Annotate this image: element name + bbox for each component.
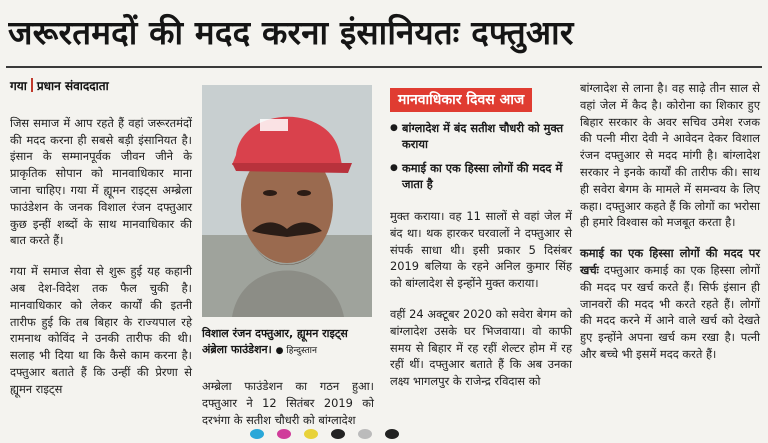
col1-para-1: जिस समाज में आप रहते हैं वहां जरूरतमंदों की मदद करना ही सबसे बड़ी इंसानियत है। इंसान के सम्मानपूर्वक जीवन जीने के प्राकृतिक सोपान को मानवाधिकार माना जाना चाहिए। गया में ह्यूमन राइट्स अम्ब्रेला फाउंडेशन के जनक विशाल रंजन दफ्तुआर कुछ इन्हीं शब्दों के साथ मानवाधिकार की बात करते हैं। [10,115,192,248]
col4-lead: कमाई का एक हिस्सा लोगों की मदद पर खर्चः [580,246,760,277]
side-box-title: मानवाधिकार दिवस आज [390,88,532,112]
side-box [390,88,572,192]
column-3 [390,208,572,404]
grey-dot [358,429,372,439]
print-color-strip [250,424,450,434]
photo-credit: ● हिन्दुस्तान [275,346,318,356]
cyan-dot [250,429,264,439]
col4-para-2 [580,245,760,363]
col1-para-2: गया में समाज सेवा से शुरू हुई यह कहानी अब देश-विदेश तक फैल चुकी है। मानवाधिकार को लेकर कार्यों की इतनी तारीफ हुई कि तब बिहार के राज्यपाल रहे रामनाथ कोविंद ने उनकी तारीफ की थी। सलाह भी दिया था कि कैसे काम करना है। दफ्तुआर बताते हैं कि उन्हीं की प्रेरणा से ह्यूमन राइट्स [10,264,192,396]
headline: जरूरतमदों की मदद करना इंसानियतः दफ्तुआर [8,13,574,52]
byline [10,78,192,95]
side-box-item: ● बांग्लादेश में बंद सतीश चौधरी को मुक्त कराया [390,120,572,152]
portrait-photo [202,85,372,317]
column-2-bottom: अम्ब्रेला फाउंडेशन का गठन हुआ। दफ्तुआर ने 12 सितंबर 2019 को दरभंगा के सतीश चौधरी को बांग्लादेश [202,379,374,427]
yellow-dot [304,429,318,439]
byline-author: प्रधान संवाददाता [36,79,109,93]
portrait-illustration [202,85,372,317]
column-1 [10,78,192,412]
black-dot [331,429,345,439]
column-4 [580,80,760,377]
photo-caption-text: विशाल रंजन दफ्तुआर, ह्यूमन राइट्स अंब्रेला फाउंडेशन। [202,327,348,356]
headline-rule [6,66,762,68]
col3-para-1: मुक्त कराया। वह 11 सालों से वहां जेल में बंद था। थक हारकर घरवालों ने दफ्तुआर से संपर्क साधा थी। इसी प्रकार 5 दिसंबर 2019 बलिया के रहने अनिल कुमार सिंह को बांग्लादेश से इन्होंने मुक्त कराया। [390,209,572,291]
col3-para-2: वहीं 24 अक्टूबर 2020 को सवेरा बेगम को बांग्लादेश उसके घर भिजवाया। वो काफी समय से बिहार में रह रहीं शेल्टर होम में रह रहीं थीं। दफ्तुआर बताते हैं कि अब उनका लक्ष्य भागलपुर के राजेन्द्र रविदास को [390,306,572,389]
photo-caption [202,326,374,359]
col4-para-2-text: दफ्तुआर कमाई का एक हिस्सा लोगों की मदद पर खर्च करते हैं। सिर्फ इंसान ही जानवरों की मदद भी करते रहते हैं। लोगों की मदद करने में आने वाले खर्च को देखते हुए इन्होंने अपना खर्च कम रखा है। पत्नी और बच्चे भी इसमें मदद करते हैं। [580,262,760,361]
byline-separator [31,78,33,92]
col4-para-1: बांग्लादेश से लाना है। वह साढ़े तीन साल से वहां जेल में कैद है। कोरोना का शिकार हुए बिहार सरकार के अवर सचिव उमेश रजक की पत्नी मीरा देवी ने आवेदन देकर विशाल रंजन दफ्तुआर से मदद मांगी है। बांग्लादेश सरकार ने इनके कार्यों की तारीफ की। साथ ही सवेरा बेगम के मामले में समन्वय के लिए कहा। दफ्तुआर कहते हैं कि लोगों का भरोसा ही हमारे विश्वास को मजबूत करता है। [580,81,760,230]
black-dot [385,429,399,439]
side-box-item: ● कमाई का एक हिस्सा लोगों की मदद में जाता है [390,160,572,192]
magenta-dot [277,429,291,439]
byline-place: गया [10,79,27,93]
